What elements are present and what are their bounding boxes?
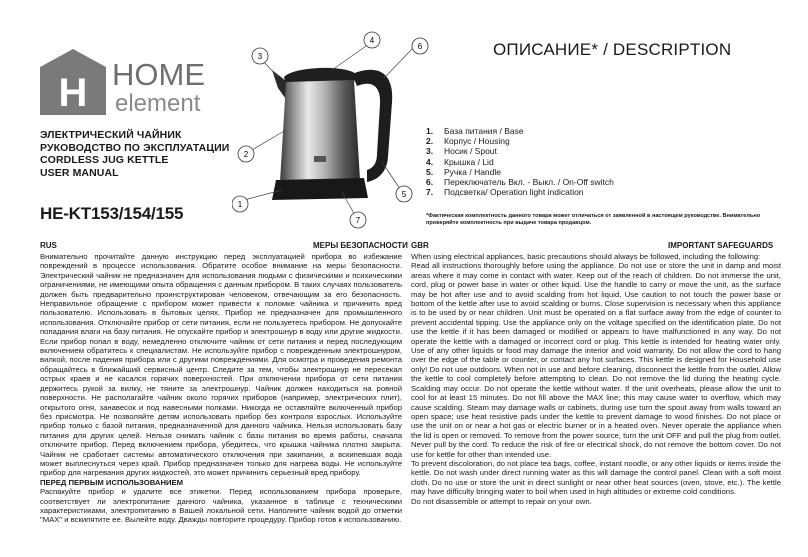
svg-text:1: 1 xyxy=(237,200,243,209)
rus-first-use-heading: ПЕРЕД ПЕРВЫМ ИСПОЛЬЗОВАНИЕМ xyxy=(40,477,184,487)
gbr-paragraph-4: Do not disassemble or attempt to repair on your own. xyxy=(411,496,592,506)
kettle-body-shape xyxy=(280,80,360,182)
gbr-paragraph-2: Read all instructions thoroughly before using the appliance. Do not use or store the unit in damp and moist areas where it may come in contact with water. Keep out of the reach of children. Do not immerse the unit, cord, plug or power base in water or other liquid. Use the handle to carry or move the unit, as the surface may be hot after use and to avoid scalding from hot liquid. Use caution to not touch the power base or bottom of the kettle after use to avoid scalding or burns. Close supervision is necessary when this appliance is to be used by or near children. Unit must be operated on a flat surface away from the edge of counter to prevent accidental tipping. Use the appliance only on the voltage specified on the identification plate. Do not use the kettle if it has been damaged or modified or appears to have malfunctioned in any way. Do not operate the kettle with a damaged or incorrect cord or plug. This kettle is intended for heating water only. Use of any other liquids or food may damage the interior and void warranty. Do not allow the cord to hang over the edge of the table or counter, or contact any hot surfaces. This kettle is designed for Household use only! Do not use outdoors. When not in use and before cleaning, disconnect the kettle from the outlet. Allow the kettle to cool completely before attempting to clean. Do not remove the lid during the heating cycle. Scalding may occur. Do not operate the kettle without water. If the unit overheats, please allow the unit to cool for at least 15 minutes. Do not fill above the MAX line; this may cause water to overflow, which may cause scalding. Steam may damage walls or cabinets, during use turn the spout away from walls toward an open space; use heat resistive pads under the kettle to prevent damage to wood finishes. Do not place or use the unit on or near a hot gas or electric burner or in a heated oven. Never operate the appliance when the lid is open or removed. To remove from the power source, turn the unit OFF and pull the plug from outlet. Never pull by the cord. To reduce the risk of fire or electrical shock, do not remove the bottom cover. Do not use for kettle for other than intended use. xyxy=(411,261,781,459)
callout-6 xyxy=(412,38,428,54)
rus-safety-heading: МЕРЫ БЕЗОПАСНОСТИ xyxy=(313,241,408,250)
gbr-paragraph-1: When using electrical appliances, basic precautions should always be followed, including the following: xyxy=(411,252,761,261)
parts-list-item: 1. База питания / Base xyxy=(426,126,524,136)
callout-7 xyxy=(350,212,366,228)
logo-letter: H xyxy=(58,71,88,115)
gbr-text-column xyxy=(411,252,781,552)
gbr-paragraph-3: To prevent discoloration, do not place tea bags, coffee, instant noodle, or any other liquids or items inside the kettle. Do not wash under direct running water as this will damage the control panel. Clean with a soft moist cloth. Do no use or store the unit in direct sunlight or near other heat sources (oven, stove, etc.). The kettle may have difficulty bringing water to boil when used in high altitudes or extreme cold conditions. xyxy=(411,458,781,497)
model-number: HE-KT153/154/155 xyxy=(40,204,184,223)
kettle-base-shape xyxy=(272,178,368,200)
parts-list xyxy=(426,126,614,197)
callout-2 xyxy=(238,146,254,162)
rus-safety-text: Внимательно прочитайте данную инструкцию перед эксплуатацией прибора во избежание повреждений в процессе использования. Обратите особое внимание на меры безопасности. Электрический чайник не предназначен для использования людьми с физическими и психическими ограничениями, не имеющими опыта обращения с данным прибором. В таких случаях пользователь должен быть предварительно проинструктирован человеком, отвечающим за его безопасность. Неправильное обращение с прибором может привести к поломке чайника и причинить вред пользователю. Использовать в бытовых целях. Прибор не предназначен для промышленного использования. Отключайте прибор от сети питания, если не пользуетесь прибором. Не допускайте попадания влаги на базу питания. Не опускайте прибор и электрошнур в воду или другие жидкости. Если прибор попал в воду, немедленно отключите чайник от сети питания и перед последующим включением обратитесь к специалистам. Не используйте прибор с поврежденным электрошнуром, вилкой, после падения прибора или с другими повреждениями. Для осмотра и проведения ремонта обращайтесь в ближайший сервисный центр. Следите за тем, чтобы электрошнур не пересекал острых краев и не касался горячих поверхностей. При отключении прибора от сети питания держитесь рукой за вилку, не тяните за электрошнур. Чайник должен находиться на ровной поверхности. Не располагайте чайник около горячих приборов (например, электрических плит), открытого огня, занавесок и под навесными полками. Никогда не оставляйте включенный прибор без присмотра. Не позволяйте детям использовать прибор без контроля взрослых. Используйте прибор только с базой питания, предназначенной для данного чайника. Нельзя использовать базу питания для других целей. Нельзя снимать чайник с базы питания во время работы, сначала отключите прибор. Перед включением прибора, убедитесь, что крышка чайника плотно закрыта. Чайник не сработает системы автоматического отключения при закипании, а вскипевшая вода может выплеснуться через край. Прибор предназначен только для нагрева воды. Не используйте прибор для нагревания других жидкостей, это может причинить серьезный вред прибору. xyxy=(40,252,402,478)
parts-list-item: 6. Переключатель Вкл. - Выкл. / On-Off switch xyxy=(426,177,614,188)
rus-first-use-text: Распакуйте прибор и удалите все этикетки. Перед использованием прибора проверьте, соответствует ли электропитание данного чайника, указанное в таблице с техническими характеристиками, электропитанию в Вашей локальной сети. Наполните чайник водой до отметки "MAX" и вскипятите ее. Вылейте воду. Дважды повторите процедуру. Прибор готов к использованию. xyxy=(40,487,402,525)
rus-text-column xyxy=(40,252,402,552)
svg-text:3: 3 xyxy=(257,52,263,61)
parts-list-item: 2. Корпус / Housing xyxy=(426,136,510,147)
kettle-logo-plate xyxy=(314,156,326,162)
gbr-safety-heading: IMPORTANT SAFEGUARDS xyxy=(668,241,774,250)
kettle-diagram xyxy=(232,22,447,232)
title-line-1: ЭЛЕКТРИЧЕСКИЙ ЧАЙНИК xyxy=(40,129,182,141)
title-line-3: CORDLESS JUG KETTLE xyxy=(40,154,169,166)
svg-text:4: 4 xyxy=(369,36,375,45)
logo-word-element: element xyxy=(115,90,201,115)
logo-word-home: HOME xyxy=(112,57,205,92)
callout-5 xyxy=(396,186,412,202)
callout-1 xyxy=(232,196,248,212)
svg-text:2: 2 xyxy=(243,150,249,159)
title-line-4: USER MANUAL xyxy=(40,166,119,179)
title-line-2: РУКОВОДСТВО ПО ЭКСПЛУАТАЦИИ xyxy=(40,141,230,154)
parts-list-item: 7. Подсветка/ Operation light indication xyxy=(426,187,584,198)
svg-text:5: 5 xyxy=(401,190,407,199)
parts-list-item: 5. Ручка / Handle xyxy=(426,166,502,177)
parts-list-item: 3. Носик / Spout xyxy=(426,146,497,157)
completeness-note: *Фактическая комплектность данного товара может отличаться от заявленной в настоящем руководстве. Внимательно проверяйте комплектность при выдаче товара продавцом. xyxy=(426,213,761,226)
parts-list-item: 4. Крышка / Lid xyxy=(426,156,494,167)
rus-language-label: RUS xyxy=(40,241,57,250)
callout-3 xyxy=(252,48,268,64)
gbr-language-label: GBR xyxy=(411,241,429,250)
home-element-logo xyxy=(38,45,228,115)
description-title: ОПИСАНИЕ* / DESCRIPTION xyxy=(493,40,732,59)
callout-4 xyxy=(364,32,380,48)
svg-text:7: 7 xyxy=(355,216,361,225)
svg-text:6: 6 xyxy=(417,42,423,51)
